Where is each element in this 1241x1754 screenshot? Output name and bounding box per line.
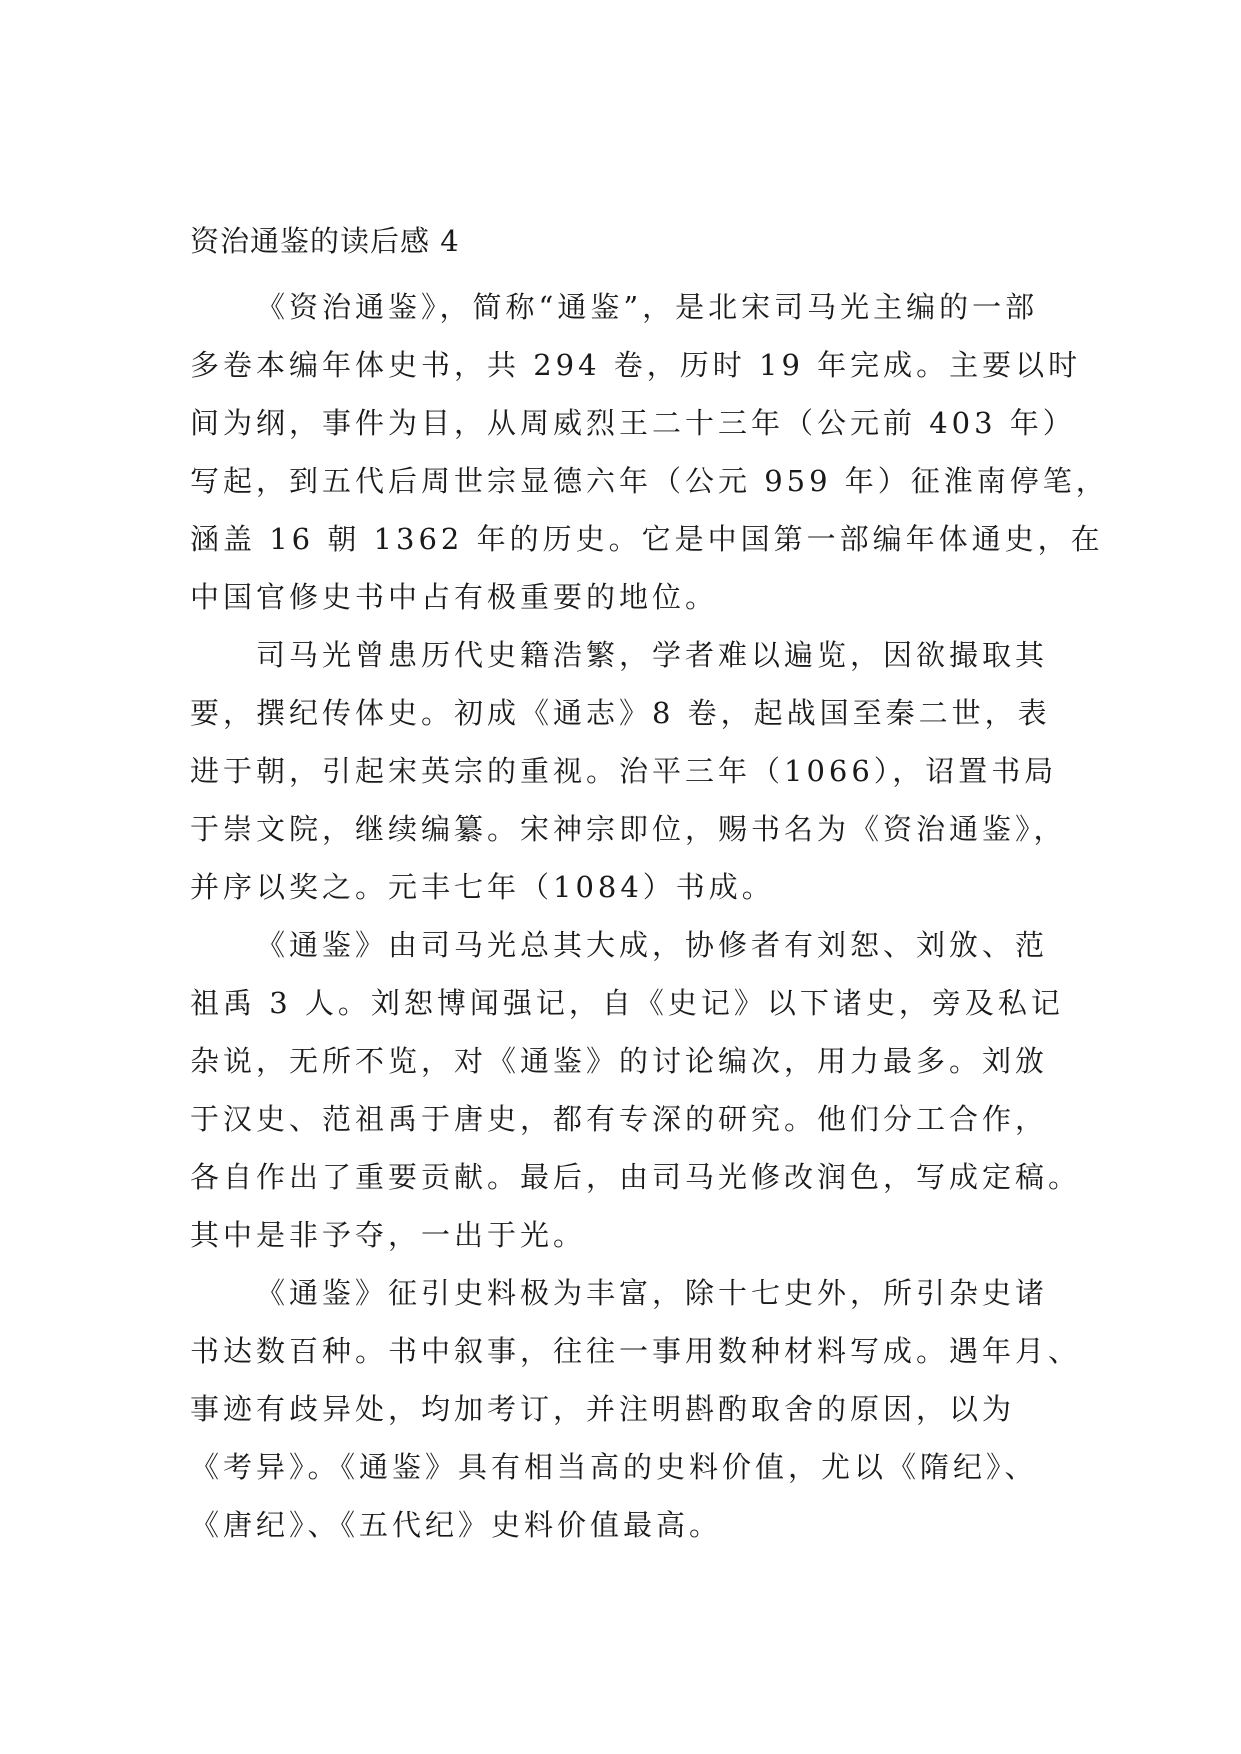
paragraph-4: [190, 1264, 1082, 1554]
text-line: 司马光曾患历代史籍浩繁，学者难以遍览，因欲撮取其: [256, 638, 1049, 672]
text-line: 涵盖 16 朝 1362 年的历史。它是中国第一部编年体通史，在: [190, 522, 1104, 556]
text-line: 于汉史、范祖禹于唐史，都有专深的研究。他们分工合作，: [190, 1102, 1049, 1136]
text-line: 祖禹 3 人。刘恕博闻强记，自《史记》以下诸史，旁及私记: [190, 986, 1064, 1020]
text-line: 间为纲，事件为目，从周威烈王二十三年（公元前 403 年）: [190, 406, 1076, 440]
text-line: 于崇文院，继续编纂。宋神宗即位，赐书名为《资治通鉴》，: [190, 812, 1067, 846]
paragraph-2: [190, 626, 1067, 916]
text-line: 《资治通鉴》，简称“通鉴”，是北宋司马光主编的一部: [256, 290, 1039, 324]
text-line: 《考异》。《通鉴》具有相当高的史料价值，尤以《隋纪》、: [190, 1450, 1038, 1484]
text-line: 其中是非予夺，一出于光。: [190, 1218, 587, 1252]
text-line: 事迹有歧异处，均加考订，并注明斟酌取舍的原因，以为: [190, 1392, 1016, 1426]
document-title: 资治通鉴的读后感 4: [190, 224, 460, 258]
text-line: 要，撰纪传体史。初成《通志》8 卷，起战国至秦二世，表: [190, 696, 1051, 730]
text-line: 进于朝，引起宋英宗的重视。治平三年（1066），诏置书局: [190, 754, 1058, 788]
text-line: 杂说，无所不览，对《通鉴》的讨论编次，用力最多。刘攽: [190, 1044, 1049, 1078]
text-line: 多卷本编年体史书，共 294 卷，历时 19 年完成。主要以时: [190, 348, 1082, 382]
text-line: 各自作出了重要贡献。最后，由司马光修改润色，写成定稿。: [190, 1160, 1082, 1194]
text-line: 中国官修史书中占有极重要的地位。: [190, 580, 719, 614]
text-line: 并序以奖之。元丰七年（1084）书成。: [190, 870, 775, 904]
text-line: 《通鉴》由司马光总其大成，协修者有刘恕、刘攽、范: [256, 928, 1049, 962]
text-line: 写起，到五代后周世宗显德六年（公元 959 年）征淮南停笔，: [190, 464, 1109, 498]
text-line: 书达数百种。书中叙事，往往一事用数种材料写成。遇年月、: [190, 1334, 1082, 1368]
paragraph-1: [190, 278, 1109, 626]
text-line: 《唐纪》、《五代纪》史料价值最高。: [190, 1508, 723, 1542]
text-line: 《通鉴》征引史料极为丰富，除十七史外，所引杂史诸: [256, 1276, 1049, 1310]
document-body: [190, 278, 1109, 1554]
paragraph-3: [190, 916, 1082, 1264]
